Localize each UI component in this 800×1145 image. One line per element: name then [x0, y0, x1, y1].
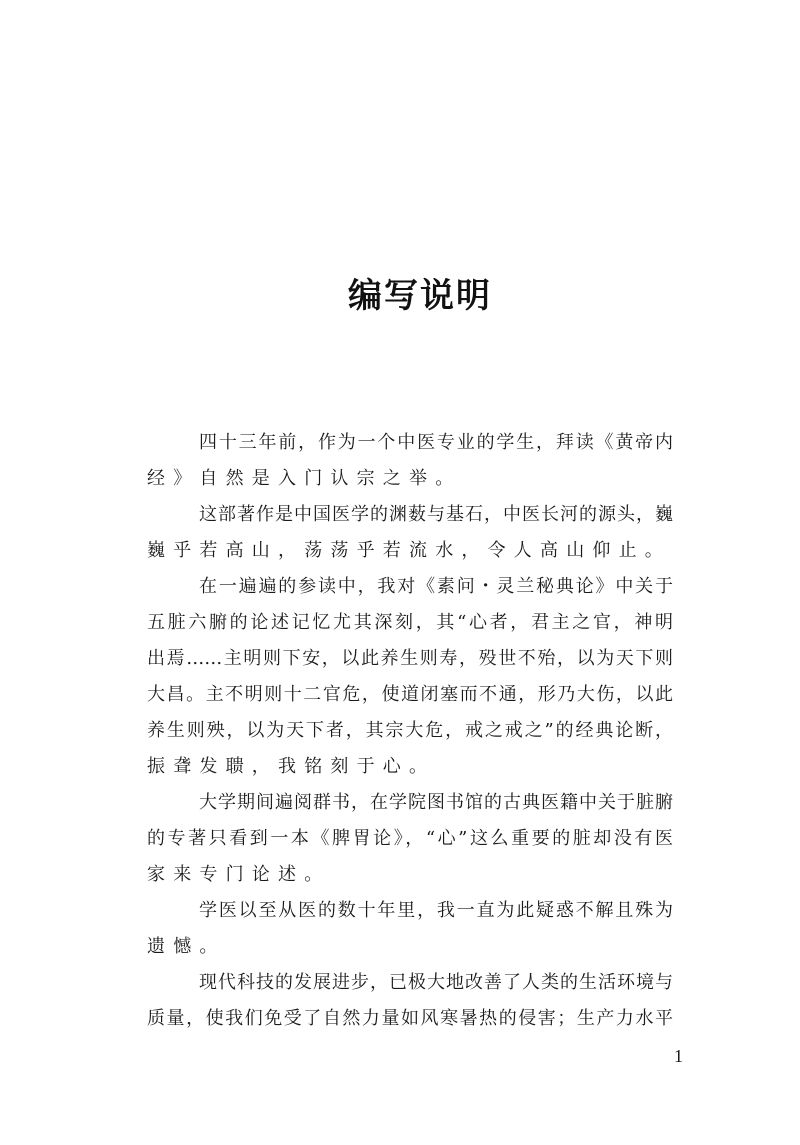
text-line: 养生则殃，以为天下者，其宗大危，戒之戒之”的经典论断，	[147, 720, 673, 741]
text-line: 质量，使我们免受了自然力量如风寒暑热的侵害；生产力水平	[147, 1008, 673, 1029]
text-line: 学医以至从医的数十年里，我一直为此疑惑不解且殊为	[199, 900, 673, 921]
text-line: 在一遍遍的参读中，我对《素问・灵兰秘典论》中关于	[199, 576, 673, 597]
paragraph	[147, 788, 673, 896]
text-line: 振聋发聩，我铭刻于心。	[147, 756, 436, 777]
paragraph	[147, 968, 673, 1040]
text-line: 出焉……主明则下安，以此养生则寿，殁世不殆，以为天下则	[147, 648, 673, 669]
page-number: 1	[674, 1046, 683, 1066]
text-line: 现代科技的发展进步，已极大地改善了人类的生活环境与	[199, 972, 673, 993]
text-line: 的专著只看到一本《脾胃论》，“心”这么重要的脏却没有医	[147, 828, 673, 849]
text-line: 家来专门论述。	[147, 864, 331, 885]
paragraph	[147, 896, 673, 968]
text-line: 大昌。主不明则十二官危，使道闭塞而不通，形乃大伤，以此	[147, 684, 673, 705]
text-line: 五脏六腑的论述记忆尤其深刻，其“心者，君主之官，神明	[147, 612, 673, 633]
paragraph	[147, 572, 673, 788]
text-line: 巍乎若高山，荡荡乎若流水，令人高山仰止。	[147, 540, 671, 561]
body-text	[147, 428, 673, 1040]
page-title: 编写说明	[348, 276, 492, 316]
text-line: 大学期间遍阅群书，在学院图书馆的古典医籍中关于脏腑	[199, 792, 673, 813]
text-line: 四十三年前，作为一个中医专业的学生，拜读《黄帝内	[199, 432, 673, 453]
paragraph	[147, 428, 673, 500]
text-line: 经》自然是入门认宗之举。	[147, 468, 462, 489]
paragraph	[147, 500, 673, 572]
text-line: 这部著作是中国医学的渊薮与基石，中医长河的源头，巍	[199, 504, 673, 525]
text-line: 遗憾。	[147, 936, 226, 957]
